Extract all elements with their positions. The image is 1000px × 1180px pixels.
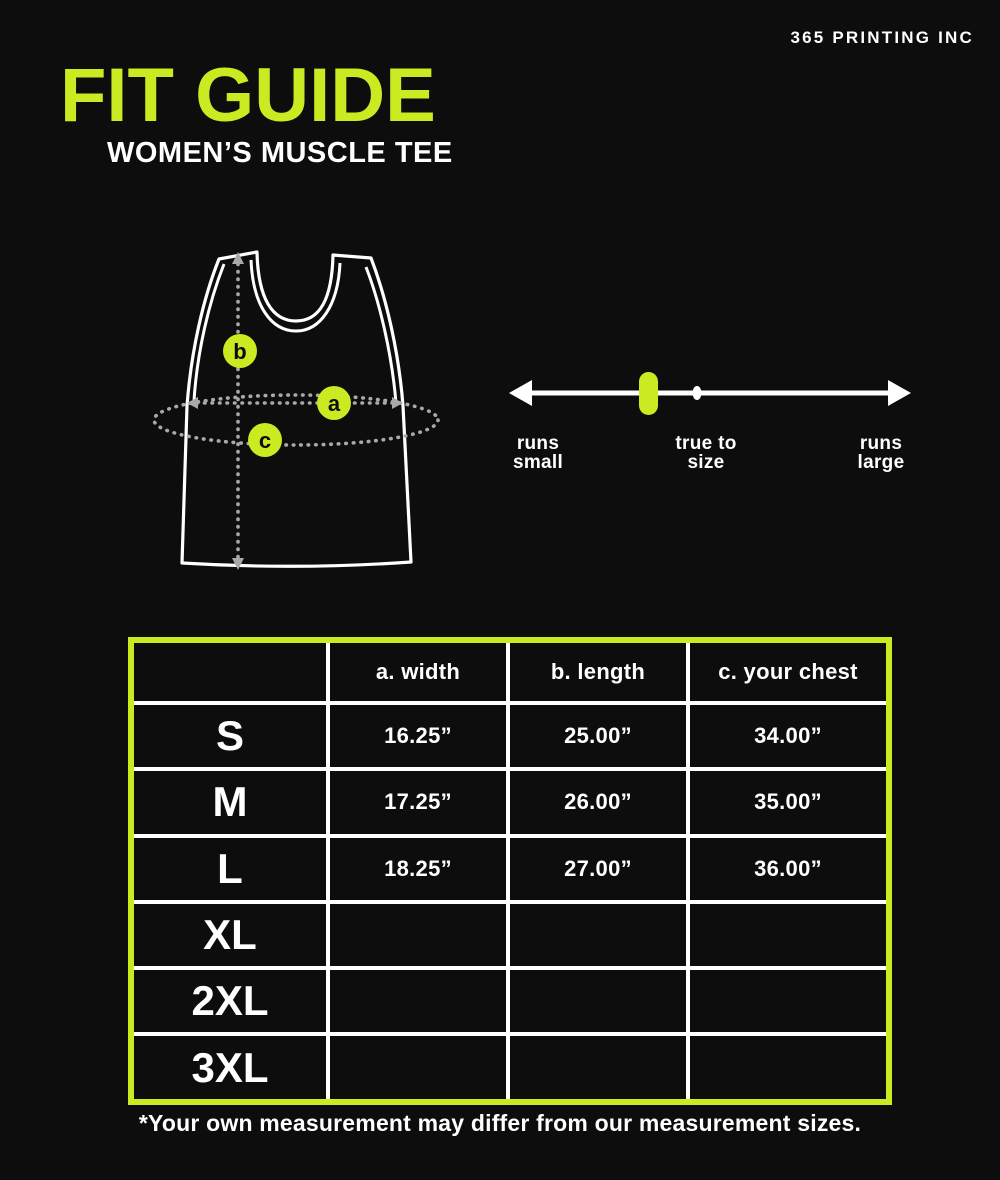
page-subtitle: WOMEN’S MUSCLE TEE (107, 137, 453, 169)
measurement-cell (508, 902, 688, 968)
size-cell: S (131, 703, 328, 769)
column-header-chest: c. your chest (688, 640, 889, 703)
size-cell: 2XL (131, 968, 328, 1034)
tank-illustration (110, 235, 500, 585)
marker-a-icon (317, 386, 351, 420)
size-cell: 3XL (131, 1034, 328, 1102)
size-table (128, 637, 892, 1105)
measurement-cell: 16.25” (328, 703, 508, 769)
true-to-size-tick (693, 386, 702, 400)
measurement-cell: 18.25” (328, 836, 508, 902)
scale-label-runs-small: runs small (512, 433, 564, 473)
table-row (131, 968, 889, 1034)
measurement-cell: 36.00” (688, 836, 889, 902)
length-dimension-line (232, 252, 247, 570)
table-row (131, 1034, 889, 1102)
measurement-cell: 27.00” (508, 836, 688, 902)
scale-label-runs-large: runs large (857, 433, 905, 473)
measurement-cell (688, 902, 889, 968)
table-row (131, 836, 889, 902)
fit-scale-left-arrow-icon (509, 380, 532, 406)
footnote: *Your own measurement may differ from our measurement sizes. (138, 1110, 862, 1136)
fit-scale-marker (639, 372, 658, 415)
measurement-cell: 25.00” (508, 703, 688, 769)
table-row (131, 703, 889, 769)
fit-scale (500, 355, 920, 425)
page-title: FIT GUIDE (60, 53, 436, 138)
measurement-cell (688, 1034, 889, 1102)
measurement-cell (688, 968, 889, 1034)
size-cell: XL (131, 902, 328, 968)
measurement-cell: 35.00” (688, 769, 889, 835)
column-header-length: b. length (508, 640, 688, 703)
column-header-width: a. width (328, 640, 508, 703)
table-row (131, 902, 889, 968)
marker-c-icon (248, 423, 282, 457)
fit-scale-right-arrow-icon (888, 380, 911, 406)
measurement-cell: 17.25” (328, 769, 508, 835)
measurement-cell: 34.00” (688, 703, 889, 769)
header-row (131, 640, 889, 703)
marker-a-letter: a (327, 391, 341, 416)
measurement-cell (328, 1034, 508, 1102)
table-row (131, 769, 889, 835)
marker-b-letter: b (233, 339, 247, 364)
measurement-cell (328, 968, 508, 1034)
size-cell: L (131, 836, 328, 902)
measurement-cell (328, 902, 508, 968)
marker-c-letter: c (258, 428, 272, 453)
marker-b-icon (223, 334, 257, 368)
brand-text: 365 PRINTING INC (790, 28, 974, 47)
scale-label-true-to-size: true to size (675, 433, 737, 473)
measurement-cell (508, 1034, 688, 1102)
size-cell: M (131, 769, 328, 835)
measurement-cell: 26.00” (508, 769, 688, 835)
corner-cell (131, 640, 328, 703)
measurement-cell (508, 968, 688, 1034)
